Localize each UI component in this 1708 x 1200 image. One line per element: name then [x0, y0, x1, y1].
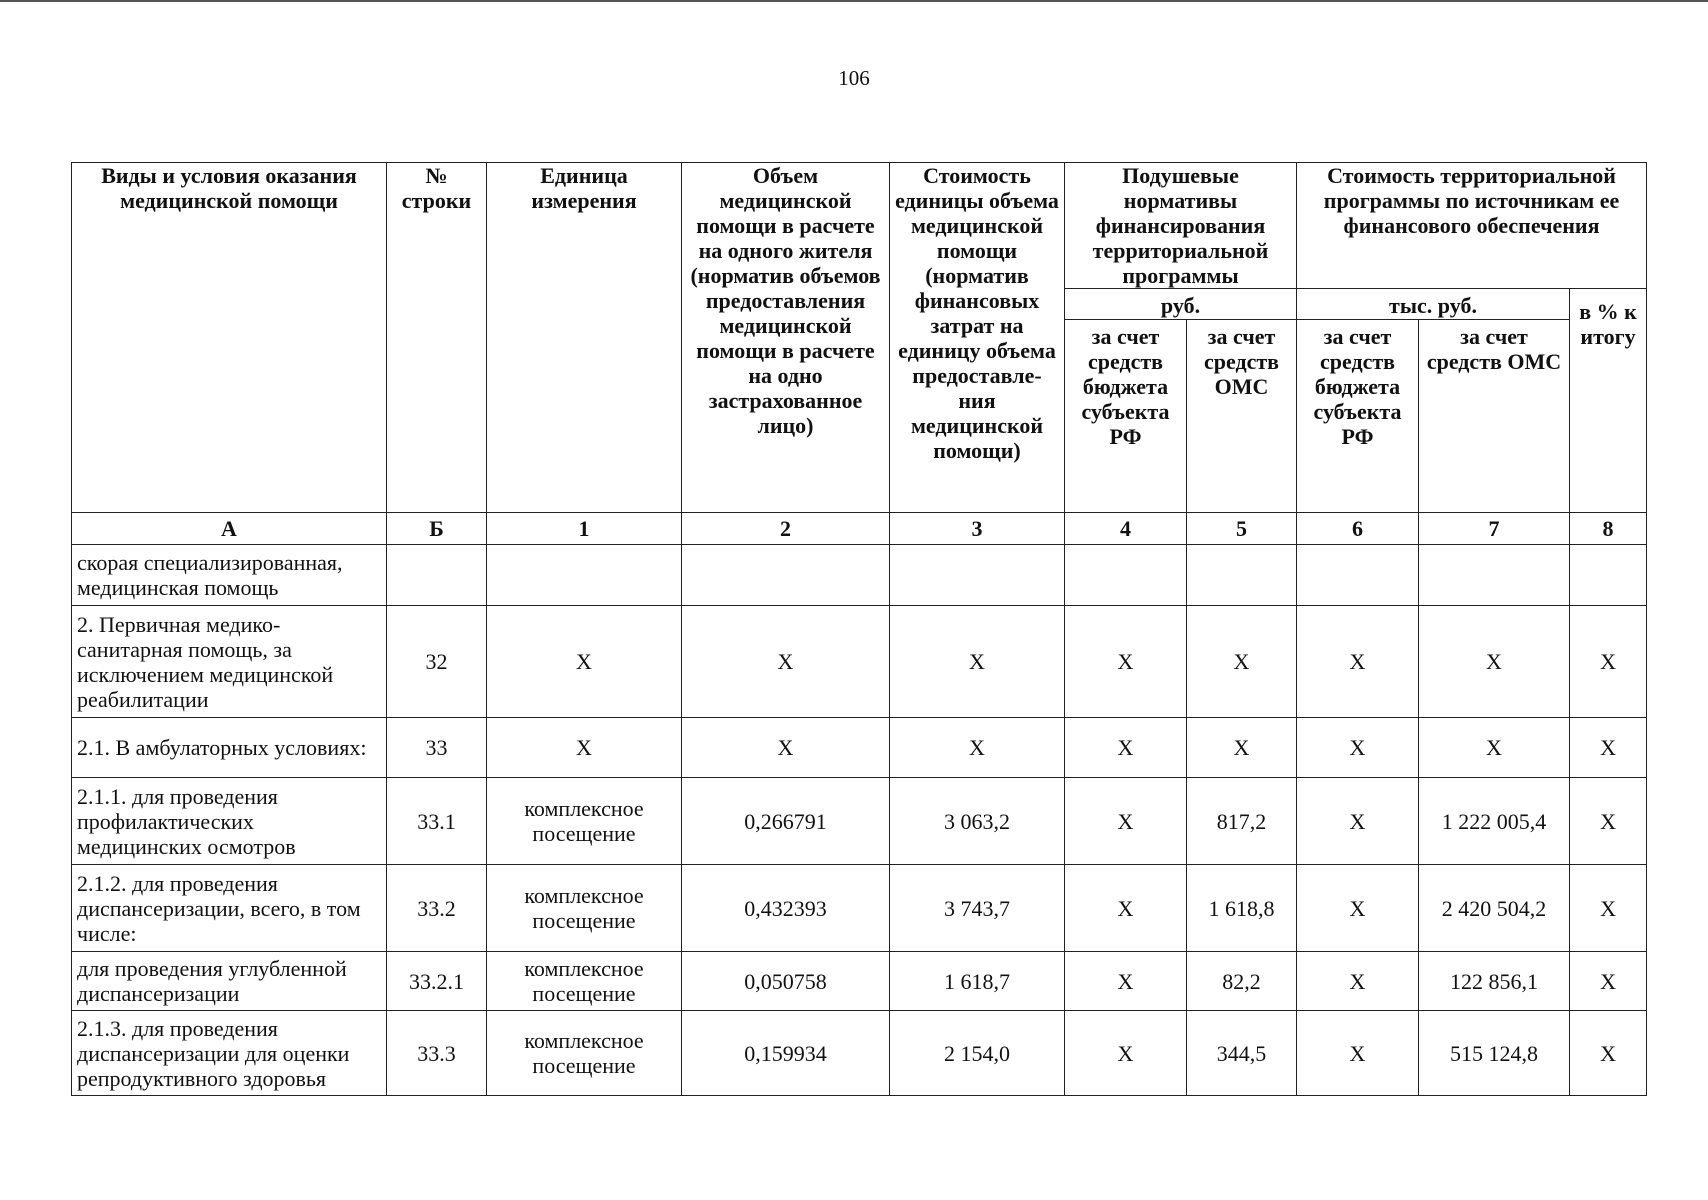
financing-table: [71, 162, 1647, 1096]
row-volume: 0,159934: [682, 1011, 890, 1096]
row-oms-rub: 82,2: [1187, 952, 1297, 1011]
row-oms-thousand: 122 856,1: [1419, 952, 1570, 1011]
header-type: Виды и условия оказания медицинской помощи: [72, 163, 387, 513]
index-cell: 1: [487, 513, 682, 545]
row-budget-thousand: X: [1297, 952, 1419, 1011]
table-row: [72, 1011, 1647, 1096]
row-cost: X: [890, 606, 1065, 718]
row-oms-rub: [1187, 545, 1297, 606]
row-budget-rub: X: [1065, 718, 1187, 778]
header-thousand-rub: тыс. руб.: [1297, 289, 1570, 320]
header-percent: в % к итогу: [1570, 289, 1647, 513]
row-oms-thousand: X: [1419, 718, 1570, 778]
header-oms-rub: за счет средств ОМС: [1187, 320, 1297, 513]
table-row: [72, 778, 1647, 865]
index-cell: А: [72, 513, 387, 545]
row-number: 32: [387, 606, 487, 718]
column-index-row: [72, 513, 1647, 545]
row-oms-rub: X: [1187, 606, 1297, 718]
index-cell: 5: [1187, 513, 1297, 545]
row-name: 2. Первичная медико-санитарная помощь, за исключением медицинской реабилитации: [72, 606, 387, 718]
page-top-border: [0, 0, 1708, 2]
header-cost: Стоимость единицы объема медицинской помощи (норматив финансовых затрат на единицу объема предоставле-ния медицинской помощи): [890, 163, 1065, 513]
row-oms-rub: 1 618,8: [1187, 865, 1297, 952]
row-budget-thousand: X: [1297, 1011, 1419, 1096]
index-cell: Б: [387, 513, 487, 545]
row-percent: X: [1570, 1011, 1647, 1096]
row-unit: [487, 545, 682, 606]
row-volume: 0,432393: [682, 865, 890, 952]
index-cell: 6: [1297, 513, 1419, 545]
row-number: 33.1: [387, 778, 487, 865]
table-row: [72, 545, 1647, 606]
row-volume: X: [682, 606, 890, 718]
row-name: 2.1.2. для проведения диспансеризации, всего, в том числе:: [72, 865, 387, 952]
row-budget-rub: X: [1065, 952, 1187, 1011]
row-volume: [682, 545, 890, 606]
row-unit: комплексное посещение: [487, 865, 682, 952]
index-cell: 7: [1419, 513, 1570, 545]
row-budget-thousand: X: [1297, 718, 1419, 778]
index-cell: 3: [890, 513, 1065, 545]
row-number: 33.2.1: [387, 952, 487, 1011]
row-oms-rub: X: [1187, 718, 1297, 778]
row-budget-rub: X: [1065, 1011, 1187, 1096]
table-row: [72, 606, 1647, 718]
row-volume: 0,266791: [682, 778, 890, 865]
header-program-cost: Стоимость территориальной программы по источникам ее финансового обеспечения: [1297, 163, 1647, 289]
row-number: 33: [387, 718, 487, 778]
row-name: для проведения углубленной диспансеризации: [72, 952, 387, 1011]
row-oms-thousand: X: [1419, 606, 1570, 718]
row-budget-thousand: X: [1297, 865, 1419, 952]
row-volume: 0,050758: [682, 952, 890, 1011]
header-budget-thousand: за счет средств бюджета субъекта РФ: [1297, 320, 1419, 513]
table-row: [72, 865, 1647, 952]
index-cell: 4: [1065, 513, 1187, 545]
row-cost: 3 743,7: [890, 865, 1065, 952]
row-oms-thousand: 2 420 504,2: [1419, 865, 1570, 952]
row-cost: X: [890, 718, 1065, 778]
table-row: [72, 952, 1647, 1011]
row-cost: 2 154,0: [890, 1011, 1065, 1096]
row-budget-thousand: X: [1297, 606, 1419, 718]
row-percent: X: [1570, 952, 1647, 1011]
page-number: 106: [838, 66, 870, 90]
header-per-capita: Подушевые нормативы финансирования территориальной программы: [1065, 163, 1297, 289]
row-percent: X: [1570, 606, 1647, 718]
row-volume: X: [682, 718, 890, 778]
row-unit: комплексное посещение: [487, 1011, 682, 1096]
row-cost: 1 618,7: [890, 952, 1065, 1011]
row-cost: 3 063,2: [890, 778, 1065, 865]
row-unit: X: [487, 718, 682, 778]
header-unit: Единица измерения: [487, 163, 682, 513]
row-budget-rub: [1065, 545, 1187, 606]
row-oms-rub: 817,2: [1187, 778, 1297, 865]
row-percent: X: [1570, 778, 1647, 865]
table-row: [72, 718, 1647, 778]
row-name: 2.1.1. для проведения профилактических медицинских осмотров: [72, 778, 387, 865]
header-rub: руб.: [1065, 289, 1297, 320]
row-unit: комплексное посещение: [487, 778, 682, 865]
row-number: [387, 545, 487, 606]
row-budget-rub: X: [1065, 606, 1187, 718]
row-name: 2.1. В амбулаторных условиях:: [72, 718, 387, 778]
row-cost: [890, 545, 1065, 606]
row-unit: X: [487, 606, 682, 718]
row-budget-rub: X: [1065, 865, 1187, 952]
row-name: скорая специализированная, медицинская помощь: [72, 545, 387, 606]
row-budget-thousand: [1297, 545, 1419, 606]
row-percent: X: [1570, 865, 1647, 952]
row-oms-thousand: 1 222 005,4: [1419, 778, 1570, 865]
row-number: 33.3: [387, 1011, 487, 1096]
row-budget-rub: X: [1065, 778, 1187, 865]
header-oms-thousand: за счет средств ОМС: [1419, 320, 1570, 513]
header-budget-rub: за счет средств бюджета субъекта РФ: [1065, 320, 1187, 513]
row-name: 2.1.3. для проведения диспансеризации для оценки репродуктивного здоровья: [72, 1011, 387, 1096]
header-row-number: № строки: [387, 163, 487, 513]
row-oms-thousand: 515 124,8: [1419, 1011, 1570, 1096]
row-budget-thousand: X: [1297, 778, 1419, 865]
index-cell: 2: [682, 513, 890, 545]
row-oms-thousand: [1419, 545, 1570, 606]
header-volume: Объем медицинской помощи в расчете на одного жителя (норматив объемов предоставления медицинской помощи в расчете на одно застрахованное лицо): [682, 163, 890, 513]
row-oms-rub: 344,5: [1187, 1011, 1297, 1096]
row-percent: [1570, 545, 1647, 606]
row-number: 33.2: [387, 865, 487, 952]
row-percent: X: [1570, 718, 1647, 778]
index-cell: 8: [1570, 513, 1647, 545]
row-unit: комплексное посещение: [487, 952, 682, 1011]
